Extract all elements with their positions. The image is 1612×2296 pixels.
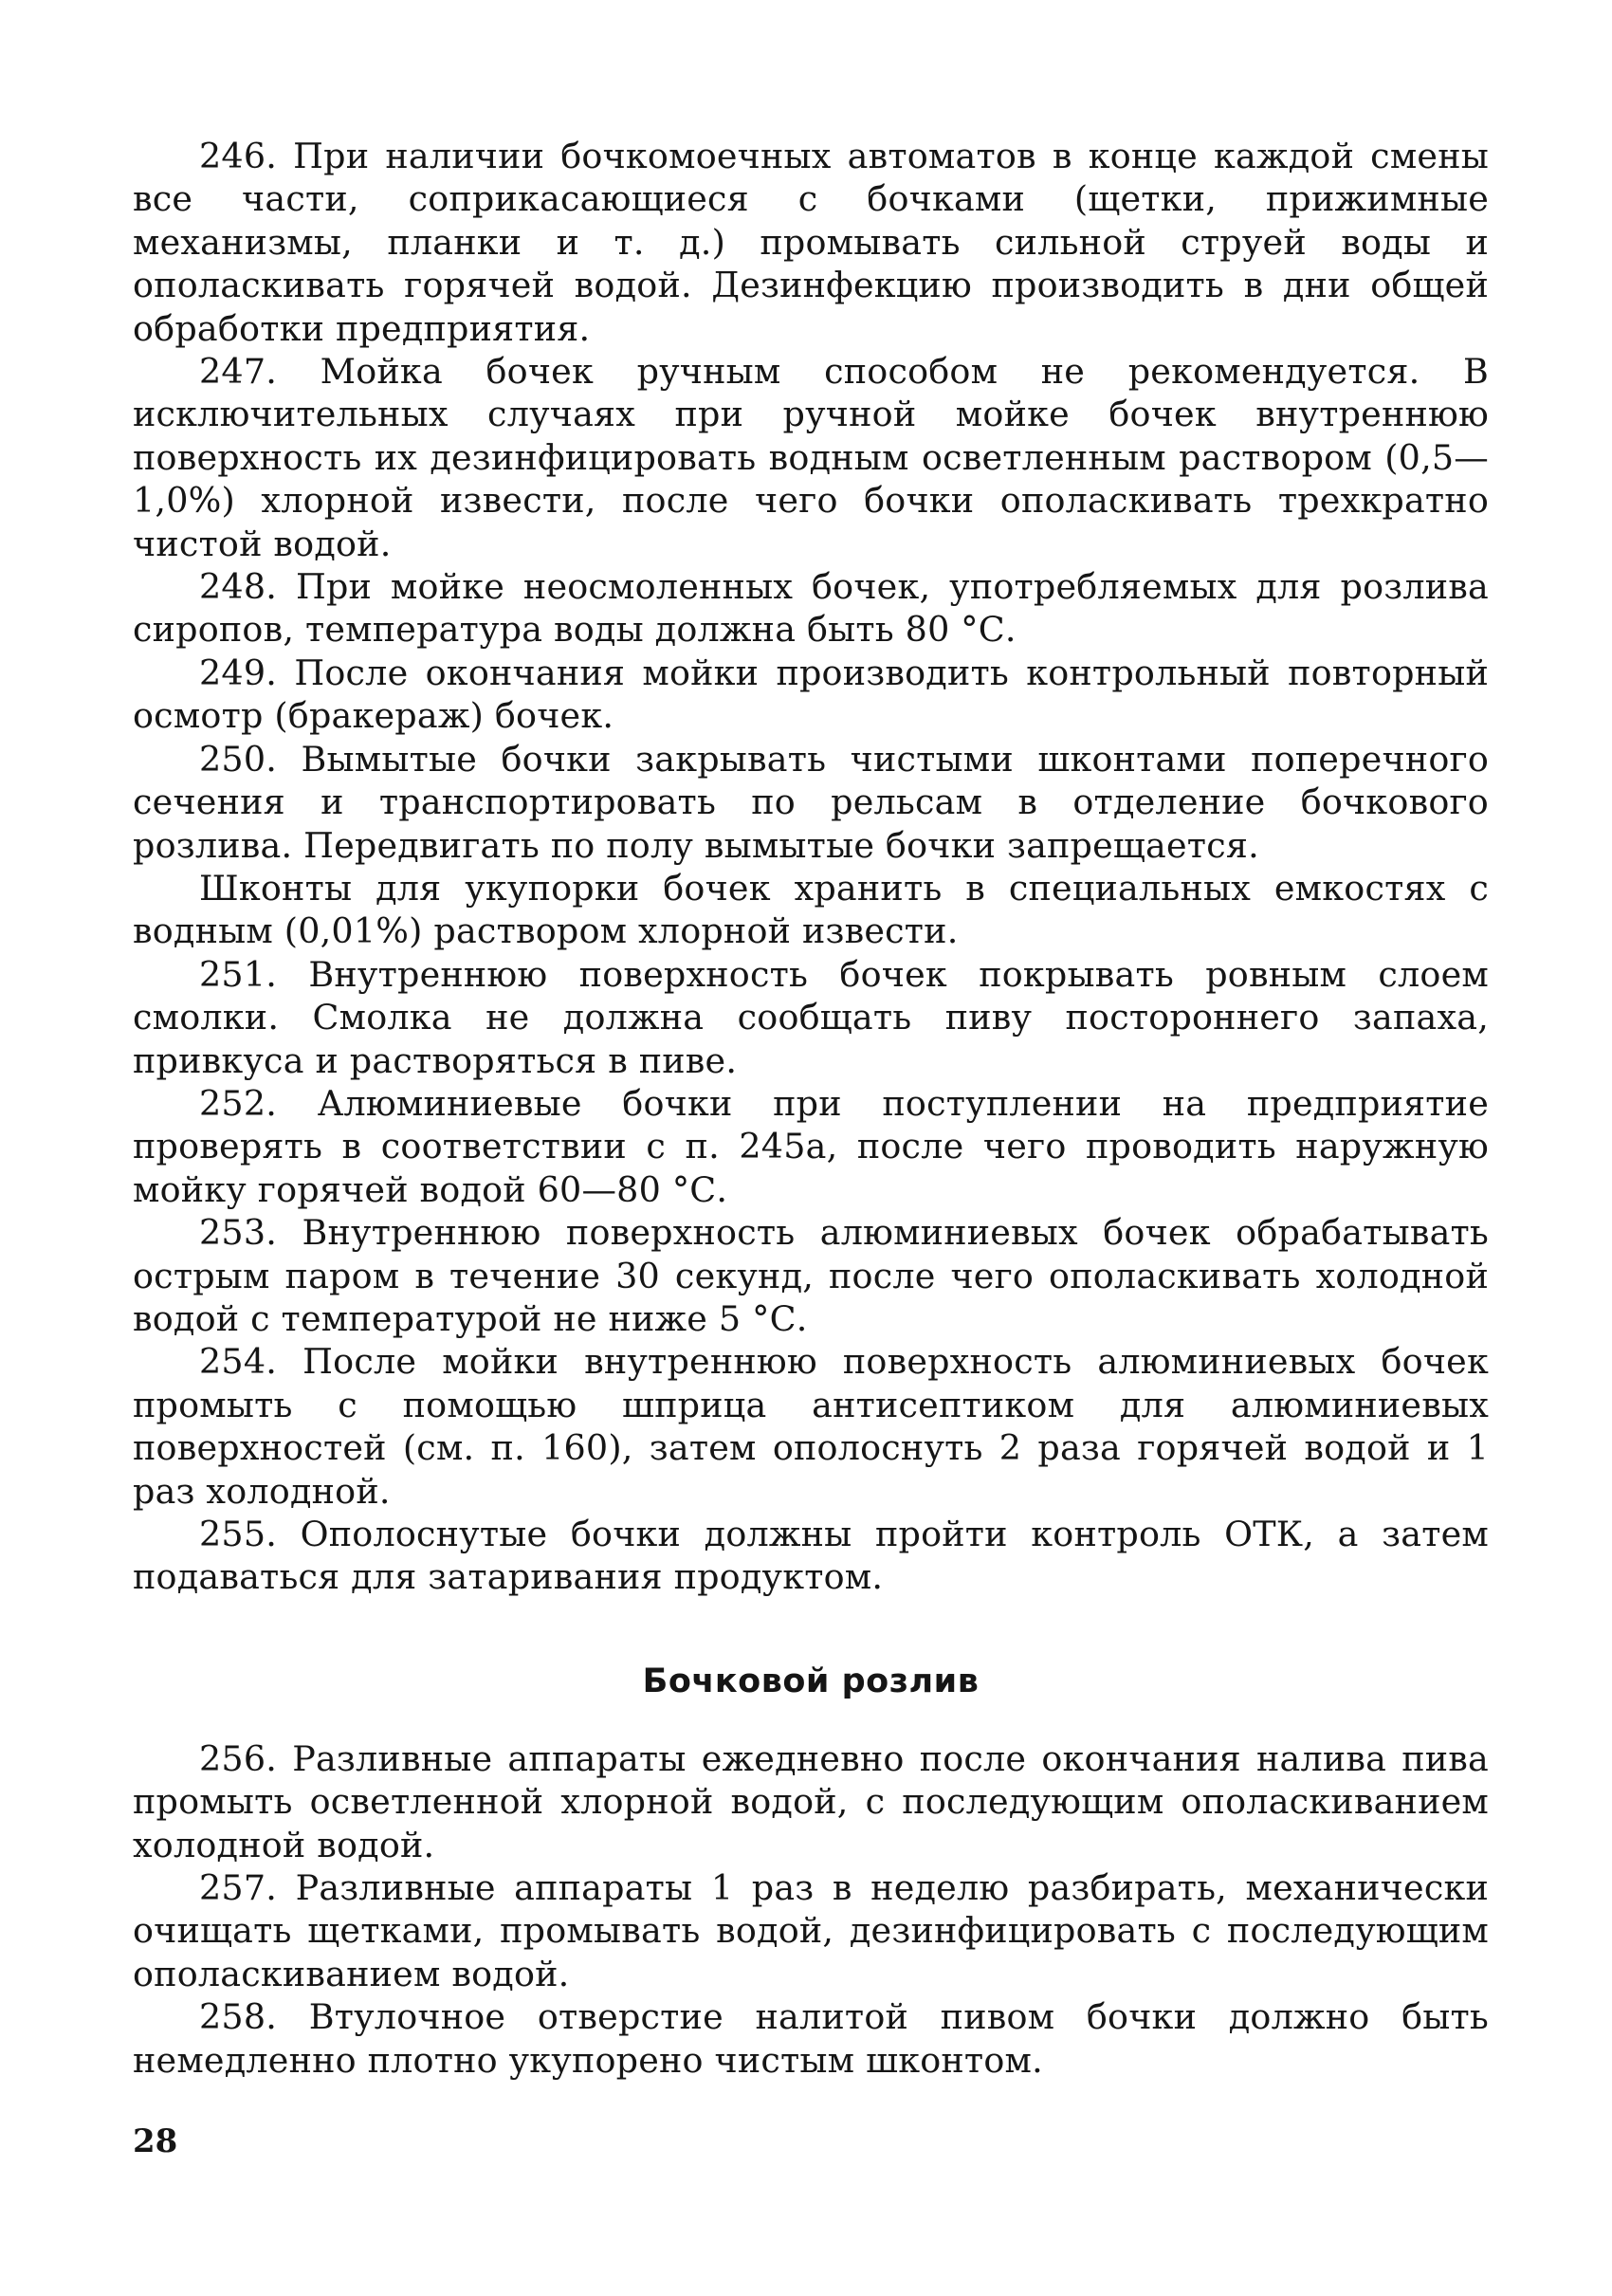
paragraph-254: 254. После мойки внутреннюю поверхность алюминиевых бочек промыть с помощью шприца антисептиком для алюминиевых поверхностей (см. п. 160), затем ополоснуть 2 раза горячей водой и 1 раз холодной. <box>133 1341 1489 1512</box>
paragraph-251: 251. Внутреннюю поверхность бочек покрывать ровным слоем смолки. Смолка не должна сообщать пиву постороннего запаха, привкуса и растворяться в пиве. <box>133 953 1489 1081</box>
document-page <box>133 135 1489 2082</box>
paragraphs-before-heading <box>133 135 1489 1599</box>
section-heading: Бочковой розлив <box>642 1662 980 1700</box>
paragraph-249: 249. После окончания мойки производить контрольный повторный осмотр (бракераж) бочек. <box>133 652 1489 737</box>
paragraph-250-continued: Шконты для укупорки бочек хранить в специальных емкостях с водным (0,01%) раствором хлорной извести. <box>133 867 1489 952</box>
paragraph-248: 248. При мойке неосмоленных бочек, употребляемых для розлива сиропов, температура воды должна быть 80 °С. <box>133 566 1489 651</box>
paragraph-247: 247. Мойка бочек ручным способом не рекомендуется. В исключительных случаях при ручной мойке бочек внутреннюю поверхность их дезинфицировать водным осветленным раствором (0,5—1,0%) хлорной извести, после чего бочки ополаскивать трехкратно чистой водой. <box>133 351 1489 564</box>
paragraph-257: 257. Разливные аппараты 1 раз в неделю разбирать, механически очищать щетками, промывать водой, дезинфицировать с последующим ополаскиванием водой. <box>133 1867 1489 1994</box>
paragraph-256: 256. Разливные аппараты ежедневно после окончания налива пива промыть осветленной хлорной водой, с последующим ополаскиванием холодной водой. <box>133 1737 1489 1865</box>
paragraphs-after-heading <box>133 1737 1489 2082</box>
page-number: 28 <box>133 2122 178 2160</box>
paragraph-252: 252. Алюминиевые бочки при поступлении на предприятие проверять в соответствии с п. 245а, после чего проводить наружную мойку горячей водой 60—80 °С. <box>133 1082 1489 1210</box>
paragraph-255: 255. Ополоснутые бочки должны пройти контроль ОТК, а затем подаваться для затаривания продуктом. <box>133 1514 1489 1598</box>
paragraph-250: 250. Вымытые бочки закрывать чистыми шконтами поперечного сечения и транспортировать по рельсам в отделение бочкового розлива. Передвигать по полу вымытые бочки запрещается. <box>133 738 1489 866</box>
paragraph-258: 258. Втулочное отверстие налитой пивом бочки должно быть немедленно плотно укупорено чистым шконтом. <box>133 1996 1489 2081</box>
paragraph-253: 253. Внутреннюю поверхность алюминиевых бочек обрабатывать острым паром в течение 30 секунд, после чего ополаскивать холодной водой с температурой не ниже 5 °С. <box>133 1212 1489 1339</box>
paragraph-246: 246. При наличии бочкомоечных автоматов в конце каждой смены все части, соприкасающиеся с бочками (щетки, прижимные механизмы, планки и т. д.) промывать сильной струей воды и ополаскивать горячей водой. Дезинфекцию производить в дни общей обработки предприятия. <box>133 136 1489 349</box>
